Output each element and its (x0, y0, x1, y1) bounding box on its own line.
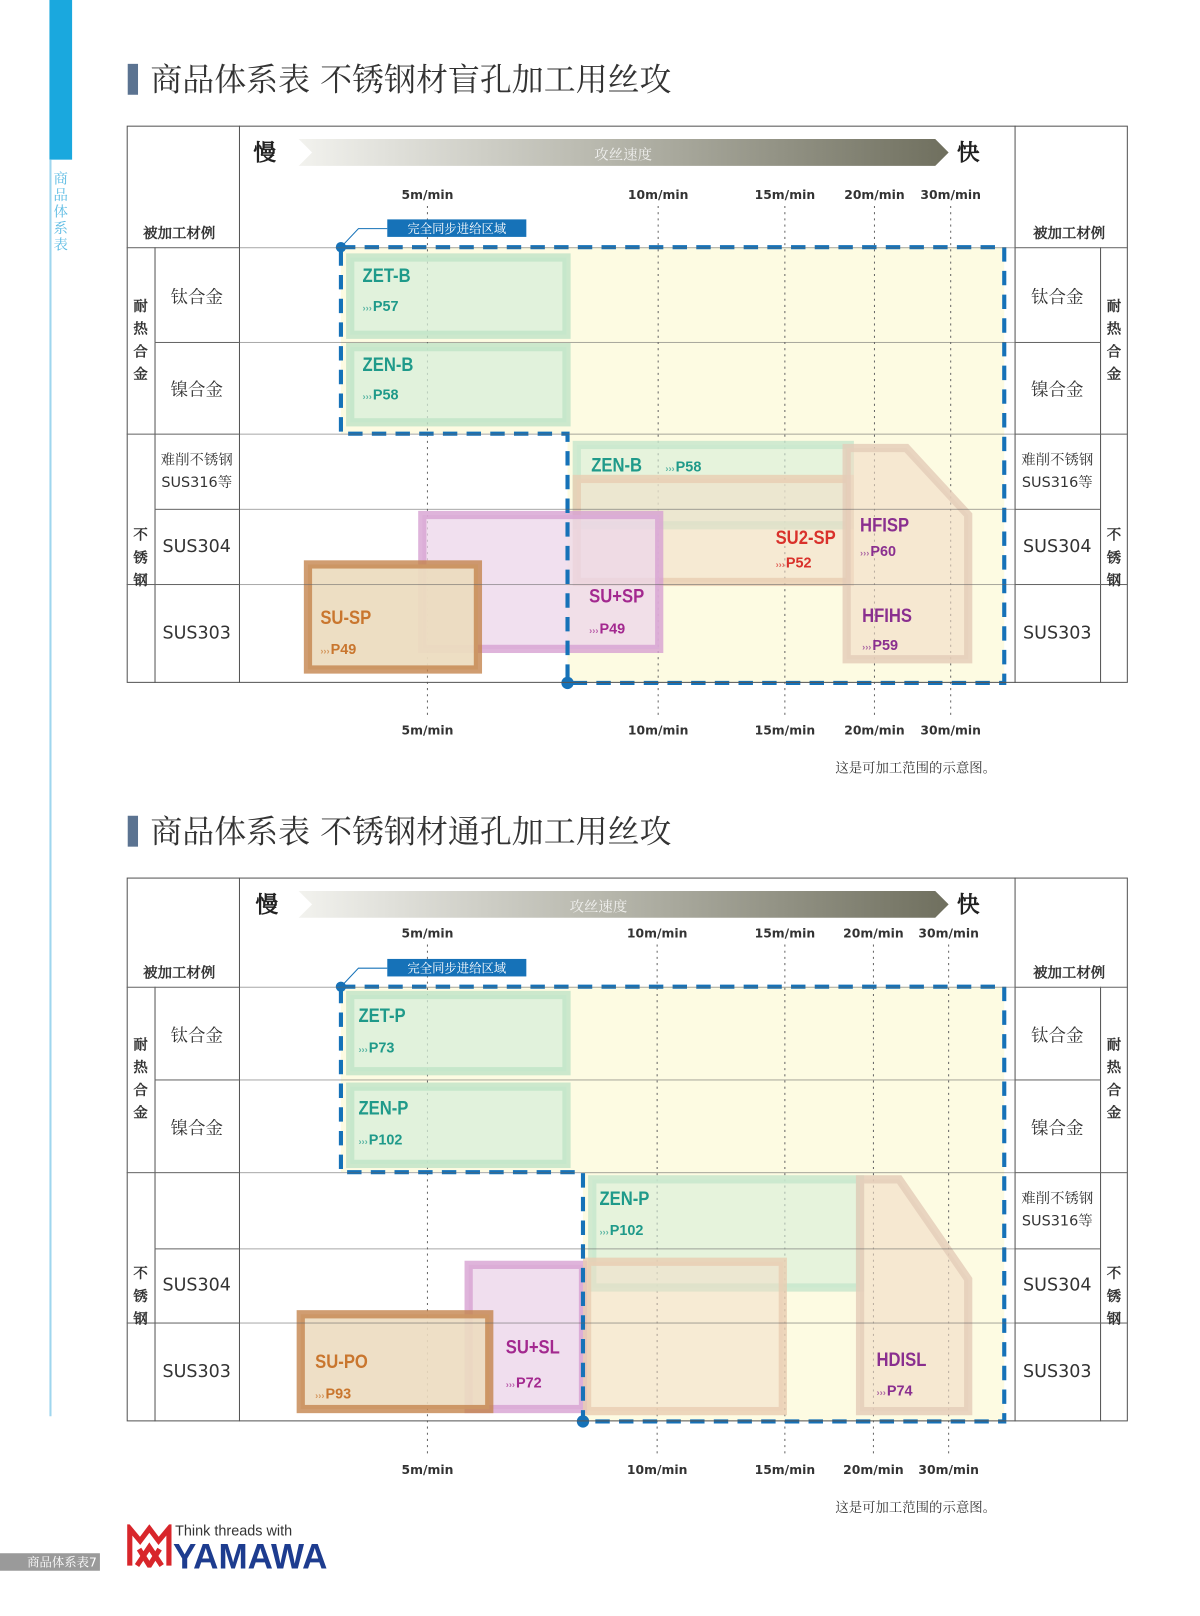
material-row-right (1015, 1323, 1100, 1422)
product-page-link[interactable] (599, 1222, 643, 1242)
speed-tick-bottom: 30m/min (920, 723, 981, 738)
material-group-label: 耐热合金 (133, 1037, 148, 1122)
material-group-left (127, 987, 155, 1172)
speed-tick-bottom: 5m/min (401, 1462, 454, 1478)
product-page-link[interactable] (363, 386, 399, 406)
section-title: 商品体系表 不锈钢材通孔加工用丝攻 (150, 813, 672, 851)
material-label: SUS304 (162, 1275, 231, 1296)
speed-tick-bottom: 15m/min (754, 1462, 816, 1478)
product-page-link[interactable] (665, 458, 701, 478)
product-name[interactable]: HDISL (876, 1349, 927, 1371)
slow-label: 慢 (255, 893, 279, 919)
chevrons-icon: ››› (589, 625, 599, 636)
page-ref: P58 (675, 458, 702, 475)
page-ref: P74 (886, 1382, 913, 1399)
speed-tick-top: 20m/min (844, 187, 905, 202)
material-header-left: 被加工材例 (143, 965, 216, 982)
product-page-link[interactable] (315, 1385, 351, 1405)
material-group-label: 耐热合金 (1106, 298, 1122, 383)
column-divider (239, 878, 240, 1422)
section-title-marker (128, 64, 138, 95)
material-row-left (155, 1172, 239, 1248)
material-group-left (127, 1172, 155, 1421)
material-group-right (1100, 1172, 1128, 1421)
speed-tick-bottom: 20m/min (843, 1462, 904, 1478)
material-group-right (1100, 434, 1128, 683)
row-divider (239, 1079, 1015, 1080)
product-page-link[interactable] (320, 641, 356, 661)
product-page-link[interactable] (506, 1374, 542, 1394)
speed-tick-top: 15m/min (754, 187, 816, 202)
material-row-left (155, 434, 239, 509)
material-row-left (155, 584, 239, 683)
material-label: 钛合金 (170, 1025, 223, 1046)
product-name[interactable]: SU+SL (505, 1336, 560, 1359)
page-ref: P49 (599, 620, 626, 637)
row-divider (239, 247, 1015, 248)
speed-tick-top: 5m/min (401, 925, 454, 941)
sidebar-accent-bar (49, 0, 72, 160)
sidebar-section-label: 商品体系表 (53, 170, 68, 254)
speed-tick-bottom: 30m/min (918, 1462, 979, 1478)
product-page-link[interactable] (363, 298, 399, 318)
row-divider (239, 1248, 1015, 1249)
material-group-label: 不锈钢 (1106, 527, 1122, 590)
speed-tick-top: 10m/min (627, 187, 689, 202)
page-ref: P49 (330, 640, 357, 658)
page-number-tab: 商品体系表7 (0, 1553, 100, 1571)
section-title-marker (128, 816, 138, 847)
material-label: 钛合金 (1031, 1025, 1084, 1046)
material-label: 镍合金 (170, 1118, 223, 1139)
material-row-right (1015, 1248, 1100, 1322)
material-row-left (155, 509, 239, 584)
product-range-table (127, 126, 1128, 777)
material-label: SUS304 (1023, 536, 1092, 557)
product-name[interactable]: HFIHS (862, 605, 913, 628)
page-ref: P102 (609, 1221, 644, 1239)
material-label: SUS304 (162, 536, 231, 557)
material-row-right (1015, 509, 1100, 584)
material-row-right (1015, 987, 1100, 1080)
page-ref: P59 (872, 636, 899, 654)
chevrons-icon: ››› (599, 1226, 609, 1238)
chevrons-icon: ››› (665, 463, 675, 474)
product-name[interactable]: ZEN-P (358, 1097, 409, 1120)
sync-zone-label: 完全同步进给区域 (387, 959, 526, 977)
row-divider (239, 1323, 1015, 1324)
product-page-link[interactable] (358, 1039, 394, 1059)
speed-tick-top: 20m/min (843, 925, 904, 941)
fast-label: 快 (956, 141, 980, 167)
range-note: 这是可加工范围的示意图。 (835, 761, 997, 777)
speed-tick-bottom: 15m/min (754, 723, 816, 738)
product-name[interactable]: ZEN-B (591, 455, 643, 477)
slow-label: 慢 (253, 141, 277, 167)
material-label: 难削不锈钢 SUS316等 (160, 451, 233, 491)
sync-zone-label: 完全同步进给区域 (387, 219, 526, 237)
row-divider (239, 1172, 1015, 1173)
material-header-right: 被加工材例 (1033, 225, 1106, 243)
column-divider (239, 126, 240, 683)
chevrons-icon: ››› (362, 302, 372, 314)
material-label: SUS303 (162, 1361, 231, 1383)
product-name[interactable]: ZEN-B (362, 354, 414, 376)
logo-wordmark: YAMAWA (173, 1537, 328, 1577)
speed-tick-bottom: 20m/min (844, 723, 905, 738)
logo-tagline: Think threads with (175, 1522, 293, 1539)
material-row-right (1015, 434, 1100, 509)
product-name[interactable]: SU2-SP (775, 527, 836, 549)
material-row-left (155, 987, 239, 1080)
material-group-right (1100, 247, 1128, 433)
table-border (127, 878, 1128, 1422)
row-divider (239, 509, 1015, 510)
material-row-right (1015, 1172, 1100, 1248)
material-label: 难削不锈钢 SUS316等 (1021, 451, 1094, 491)
chevrons-icon: ››› (862, 641, 872, 652)
chevrons-icon: ››› (315, 1390, 325, 1401)
yamawa-logo-icon (127, 1524, 172, 1567)
page-ref: P72 (516, 1374, 542, 1391)
speed-tick-bottom: 5m/min (401, 723, 454, 738)
material-label: SUS303 (162, 623, 231, 644)
range-note: 这是可加工范围的示意图。 (835, 1500, 997, 1517)
material-header-left: 被加工材例 (143, 225, 216, 243)
chevrons-icon: ››› (358, 1136, 368, 1147)
product-name[interactable]: SU-PO (315, 1351, 368, 1373)
speed-tick-top: 30m/min (920, 187, 981, 202)
material-label: 镍合金 (170, 380, 223, 401)
material-label: SUS303 (1023, 623, 1092, 644)
chevrons-icon: ››› (775, 559, 785, 570)
product-name[interactable]: HFISP (860, 515, 910, 537)
product-name[interactable]: ZEN-P (599, 1188, 650, 1211)
page-ref: P73 (368, 1039, 395, 1056)
material-label: 镍合金 (1031, 380, 1084, 401)
material-group-label: 不锈钢 (1106, 1265, 1122, 1328)
sidebar-line (49, 160, 51, 1417)
page-ref: P60 (870, 542, 897, 560)
material-label: 钛合金 (1031, 286, 1084, 308)
material-label: SUS303 (1023, 1361, 1092, 1383)
row-divider (239, 342, 1015, 343)
chevrons-icon: ››› (876, 1387, 886, 1398)
row-divider (239, 584, 1015, 585)
material-label: SUS304 (1023, 1275, 1092, 1296)
chevrons-icon: ››› (505, 1379, 515, 1390)
material-label: 镍合金 (1031, 1118, 1084, 1139)
speed-tick-top: 30m/min (918, 925, 979, 941)
speed-axis-label: 攻丝速度 (594, 147, 652, 164)
product-page-link[interactable] (862, 637, 898, 657)
material-row-left (155, 1323, 239, 1422)
page-ref: P58 (372, 386, 399, 403)
page-ref: P57 (372, 297, 399, 315)
page-ref: P93 (325, 1385, 352, 1402)
material-group-left (127, 434, 155, 683)
product-name[interactable]: SU-SP (320, 607, 372, 630)
material-group-left (127, 247, 155, 433)
speed-tick-top: 10m/min (626, 925, 688, 941)
product-name[interactable]: SU+SP (589, 586, 645, 608)
material-row-right (1015, 584, 1100, 683)
speed-axis-label: 攻丝速度 (569, 899, 628, 916)
section-title: 商品体系表 不锈钢材盲孔加工用丝攻 (150, 61, 672, 99)
speed-tick-top: 15m/min (754, 925, 816, 941)
material-label: 钛合金 (170, 286, 223, 308)
material-row-left (155, 342, 239, 434)
material-row-left (155, 247, 239, 342)
chevrons-icon: ››› (860, 547, 870, 559)
speed-tick-top: 5m/min (401, 187, 454, 202)
product-page-link[interactable] (589, 620, 625, 640)
material-row-right (1015, 247, 1100, 342)
material-group-label: 不锈钢 (133, 527, 148, 590)
material-row-left (155, 1079, 239, 1172)
product-page-link[interactable] (877, 1382, 913, 1402)
material-label: 难削不锈钢 SUS316等 (1021, 1190, 1094, 1230)
product-page-link[interactable] (358, 1131, 402, 1151)
speed-tick-bottom: 10m/min (627, 723, 689, 738)
product-page-link[interactable] (860, 543, 896, 563)
row-divider (239, 987, 1015, 988)
material-row-right (1015, 342, 1100, 434)
page-ref: P102 (368, 1130, 403, 1148)
material-group-label: 耐热合金 (1106, 1037, 1122, 1122)
chevrons-icon: ››› (362, 391, 372, 402)
product-name[interactable]: ZET-P (358, 1005, 406, 1027)
fast-label: 快 (956, 893, 980, 919)
product-range-table (127, 878, 1128, 1517)
material-row-left (155, 1248, 239, 1322)
speed-tick-bottom: 10m/min (626, 1462, 688, 1478)
material-group-right (1100, 987, 1128, 1172)
material-group-label: 不锈钢 (133, 1265, 148, 1328)
material-row-right (1015, 1079, 1100, 1172)
material-header-right: 被加工材例 (1033, 965, 1106, 982)
material-group-label: 耐热合金 (133, 298, 148, 383)
product-name[interactable]: ZET-B (362, 265, 411, 288)
chevrons-icon: ››› (358, 1044, 368, 1055)
row-divider (239, 434, 1015, 435)
product-page-link[interactable] (776, 554, 812, 574)
chevrons-icon: ››› (320, 645, 330, 657)
page-ref: P52 (785, 554, 812, 571)
